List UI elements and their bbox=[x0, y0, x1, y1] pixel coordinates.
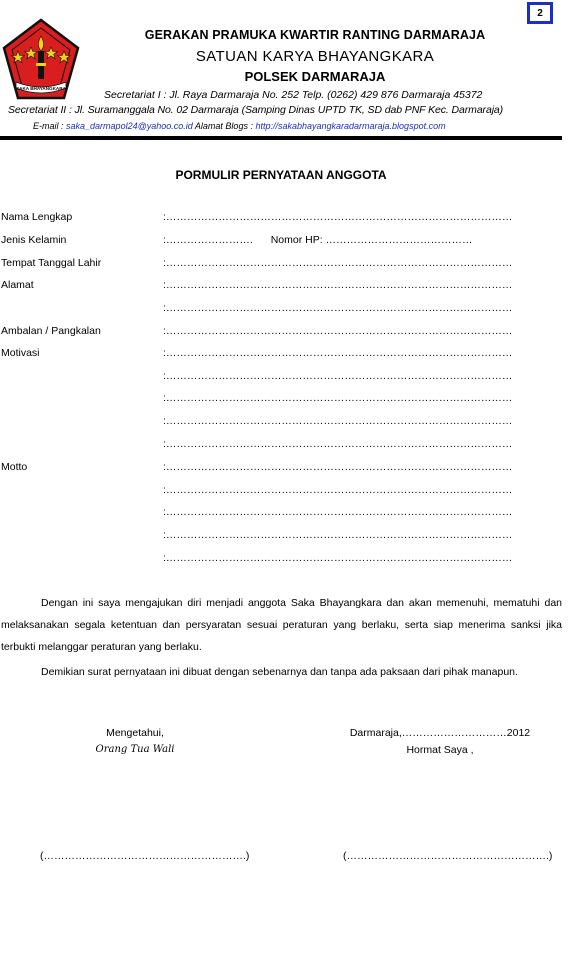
blog-label: Alamat Blogs : bbox=[194, 121, 253, 131]
field-motivasi-line[interactable]: :……………………………………………………………………………………… bbox=[163, 438, 513, 450]
signature-left-heading: Mengetahui, bbox=[106, 727, 164, 739]
field-jenis-kelamin[interactable]: :……………………. bbox=[163, 234, 253, 246]
logo-ribbon-text: SAKA BHAYANGKARA bbox=[16, 86, 66, 91]
email-label: E-mail : bbox=[33, 121, 64, 131]
header-org-line1: GERAKAN PRAMUKA KWARTIR RANTING DARMARAJA bbox=[144, 28, 486, 42]
field-motivasi-line[interactable]: :……………………………………………………………………………………… bbox=[163, 347, 513, 359]
signature-right-name-line[interactable]: (………………………………………………….) bbox=[343, 850, 553, 862]
header-contact bbox=[33, 121, 446, 131]
label-motto: Motto bbox=[1, 461, 28, 473]
field-alamat-line[interactable]: :……………………………………………………………………………………… bbox=[163, 302, 513, 314]
blog-link[interactable]: http://sakabhayangkaradarmaraja.blogspot.com bbox=[255, 121, 446, 131]
field-motto-line[interactable]: :……………………………………………………………………………………… bbox=[163, 484, 513, 496]
signature-right-place-date: Darmaraja,…………………………2012 bbox=[349, 727, 531, 739]
field-tempat-tanggal-lahir[interactable]: :……………………………………………………………………………………… bbox=[163, 257, 513, 269]
closing-paragraph bbox=[1, 661, 562, 683]
saka-bhayangkara-logo bbox=[2, 18, 80, 102]
statement-text: Dengan ini saya mengajukan diri menjadi anggota Saka Bhayangkara dan akan memenuhi, mematuhi dan melaksanakan segala ketentuan dan persyaratan sesuai peraturan yang berlaku, serta siap menerima sanksi jika terbukti melanggar peraturan yang berlaku. bbox=[1, 597, 562, 653]
field-motto-line[interactable]: :……………………………………………………………………………………… bbox=[163, 552, 513, 564]
header-org-line2: SATUAN KARYA BHAYANGKARA bbox=[195, 48, 435, 65]
label-tempat-tanggal-lahir: Tempat Tanggal Lahir bbox=[1, 257, 102, 269]
label-ambalan-pangkalan: Ambalan / Pangkalan bbox=[1, 325, 101, 337]
signature-left-role: Orang Tua Wali bbox=[95, 744, 175, 755]
field-jenis-kelamin-row bbox=[163, 234, 473, 246]
label-alamat: Alamat bbox=[1, 279, 34, 291]
signature-right-closing: Hormat Saya , bbox=[406, 744, 474, 756]
signature-left-name-line[interactable]: (………………………………………………….) bbox=[40, 850, 250, 862]
header-address-2: Secretariat II : Jl. Suramanggala No. 02 Darmaraja (Samping Dinas UPTD TK, SD dab PNF Kec. Darmaraja) bbox=[8, 104, 504, 116]
field-motto-line[interactable]: :……………………………………………………………………………………… bbox=[163, 461, 513, 473]
page-number: 2 bbox=[527, 2, 553, 24]
field-ambalan-pangkalan[interactable]: :……………………………………………………………………………………… bbox=[163, 325, 513, 337]
field-motivasi-line[interactable]: :……………………………………………………………………………………… bbox=[163, 415, 513, 427]
form-title: PORMULIR PERNYATAAN ANGGOTA bbox=[175, 168, 387, 182]
field-motivasi-line[interactable]: :……………………………………………………………………………………… bbox=[163, 392, 513, 404]
header-rule bbox=[0, 136, 562, 140]
header-org-line3: POLSEK DARMARAJA bbox=[244, 69, 386, 84]
field-nama-lengkap[interactable]: :……………………………………………………………………………………… bbox=[163, 211, 513, 223]
statement-paragraph bbox=[1, 592, 562, 658]
header-address-1: Secretariat I : Jl. Raya Darmaraja No. 252 Telp. (0262) 429 876 Darmaraja 45372 bbox=[104, 89, 483, 101]
label-motivasi: Motivasi bbox=[1, 347, 40, 359]
label-nama-lengkap: Nama Lengkap bbox=[1, 211, 73, 223]
label-jenis-kelamin: Jenis Kelamin bbox=[1, 234, 67, 246]
label-nomor-hp: Nomor HP: bbox=[270, 234, 323, 246]
field-motivasi-line[interactable]: :……………………………………………………………………………………… bbox=[163, 370, 513, 382]
field-motto-line[interactable]: :……………………………………………………………………………………… bbox=[163, 506, 513, 518]
field-alamat-line[interactable]: :……………………………………………………………………………………… bbox=[163, 279, 513, 291]
closing-text: Demikian surat pernyataan ini dibuat dengan sebenarnya dan tanpa ada paksaan dari pihak manapun. bbox=[41, 666, 518, 678]
field-motto-line[interactable]: :……………………………………………………………………………………… bbox=[163, 529, 513, 541]
email-link[interactable]: saka_darmapol24@yahoo.co.id bbox=[66, 121, 193, 131]
field-nomor-hp[interactable]: …………………………………… bbox=[325, 234, 473, 246]
